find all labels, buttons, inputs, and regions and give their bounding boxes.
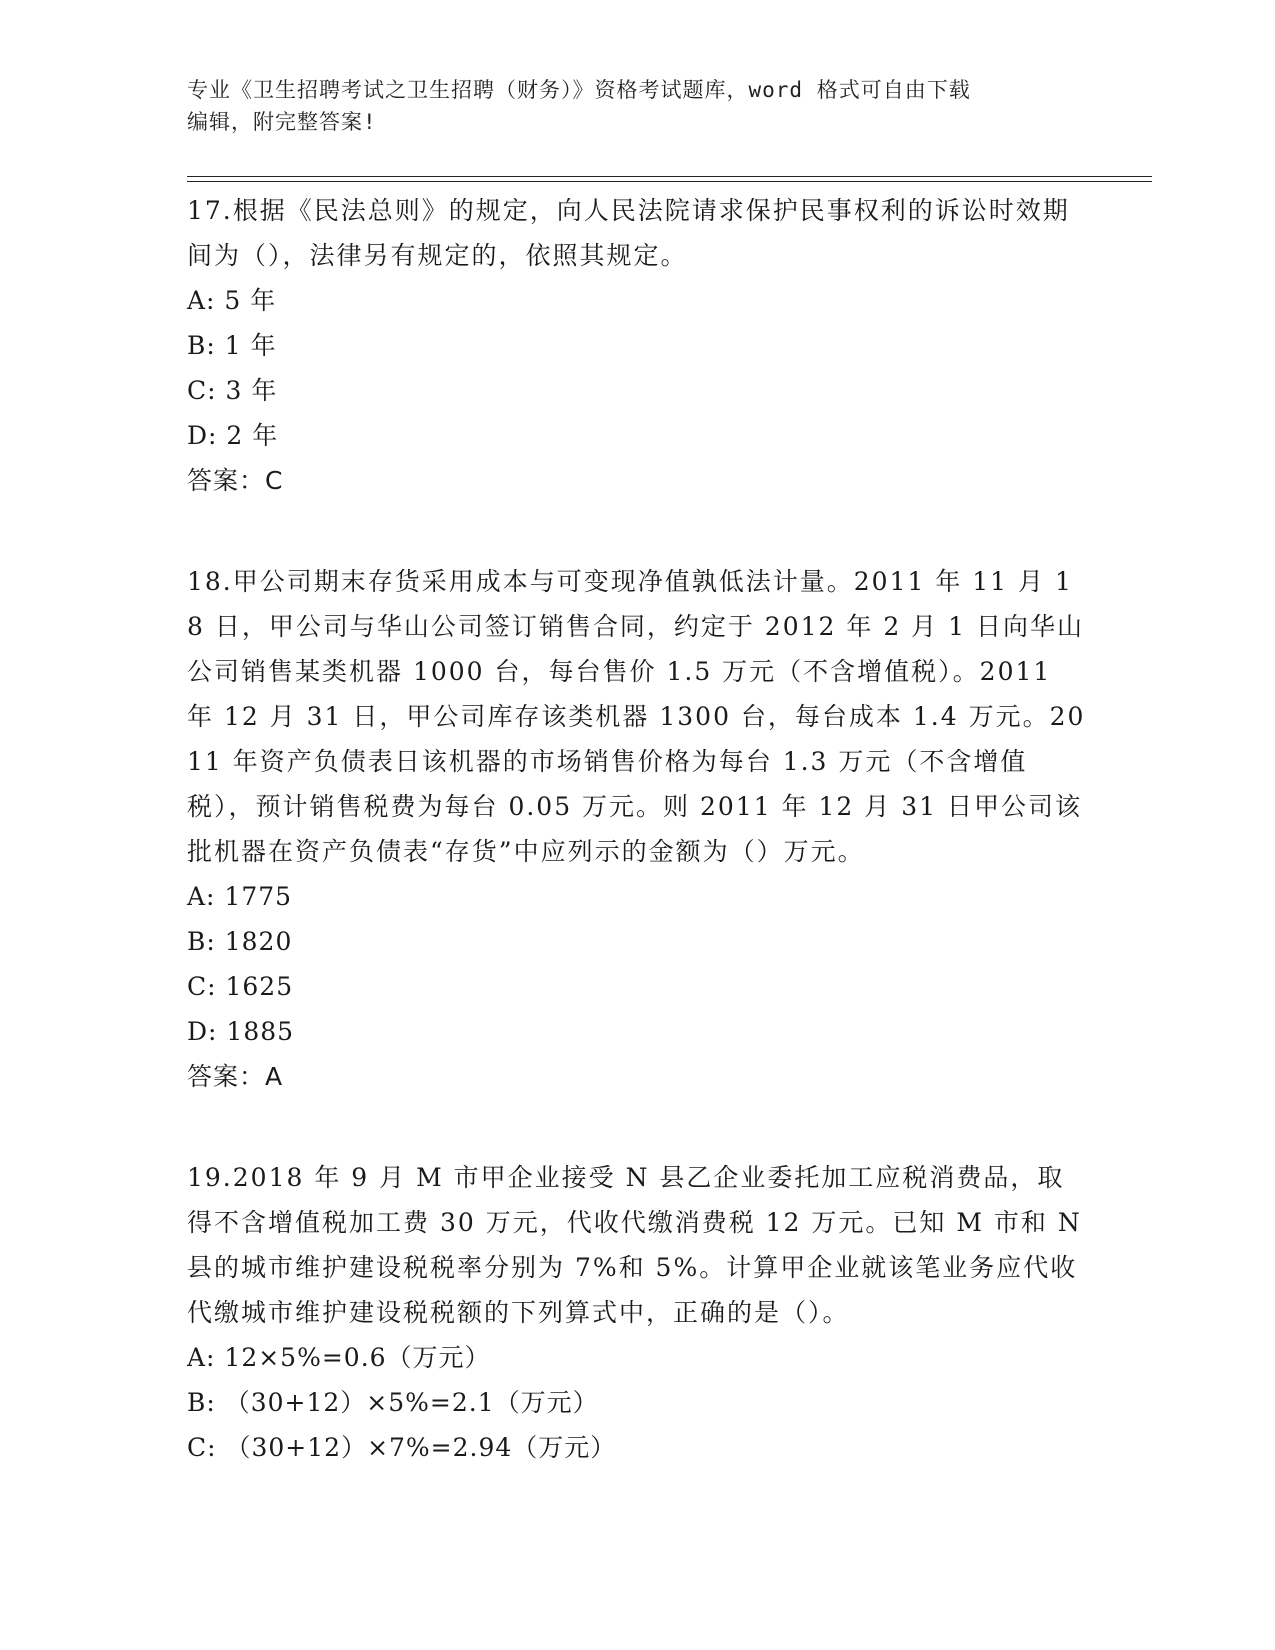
option-a: A: 12×5%=0.6（万元） xyxy=(187,1343,491,1372)
question-19 xyxy=(187,1155,1087,1470)
option-d: D: 1885 xyxy=(187,1017,295,1046)
option-a: A: 1775 xyxy=(187,882,293,911)
question-18 xyxy=(187,559,1087,1099)
header-line-1: 专业《卫生招聘考试之卫生招聘（财务）》资格考试题库，word 格式可自由下载 xyxy=(187,78,971,102)
answer-line: 答案：A xyxy=(187,1062,284,1091)
option-c: C: 1625 xyxy=(187,972,294,1001)
option-d: D: 2 年 xyxy=(187,421,279,450)
option-a: A: 5 年 xyxy=(187,286,277,315)
question-text: 18.甲公司期末存货采用成本与可变现净值孰低法计量。2011 年 11 月 18 日，甲公司与华山公司签订销售合同，约定于 2012 年 2 月 1 日向华山公司销售某类机器 1000 台，每台售价 1.5 万元（不含增值税）。2011 年 12 月 31 日，甲公司库存该类机器 1300 台，每台成本 1.4 万元。2011 年资产负债表日该机器的市场销售价格为每台 1.3 万元（不含增值税），预计销售税费为每台 0.05 万元。则 2011 年 12 月 31 日甲公司该批机器在资产负债表“存货”中应列示的金额为（）万元。 xyxy=(187,567,1086,866)
option-b: B: 1 年 xyxy=(187,331,277,360)
question-text: 19.2018 年 9 月 M 市甲企业接受 N 县乙企业委托加工应税消费品，取得不含增值税加工费 30 万元，代收代缴消费税 12 万元。已知 M 市和 N 县的城市维护建设税税率分别为 7%和 5%。计算甲企业就该笔业务应代收代缴城市维护建设税税额的下列算式中，正确的是（）。 xyxy=(187,1163,1082,1327)
option-c: C: （30+12）×7%=2.94（万元） xyxy=(187,1433,617,1462)
document-header xyxy=(187,74,1087,138)
option-b: B: 1820 xyxy=(187,927,293,956)
option-c: C: 3 年 xyxy=(187,376,278,405)
question-text: 17.根据《民法总则》的规定，向人民法院请求保护民事权利的诉讼时效期间为（），法律另有规定的，依照其规定。 xyxy=(187,196,1070,270)
header-divider xyxy=(187,176,1152,182)
option-b: B: （30+12）×5%=2.1（万元） xyxy=(187,1388,599,1417)
question-list xyxy=(187,188,1087,1526)
question-17 xyxy=(187,188,1087,503)
answer-line: 答案：C xyxy=(187,466,284,495)
header-line-2: 编辑，附完整答案! xyxy=(187,110,377,134)
